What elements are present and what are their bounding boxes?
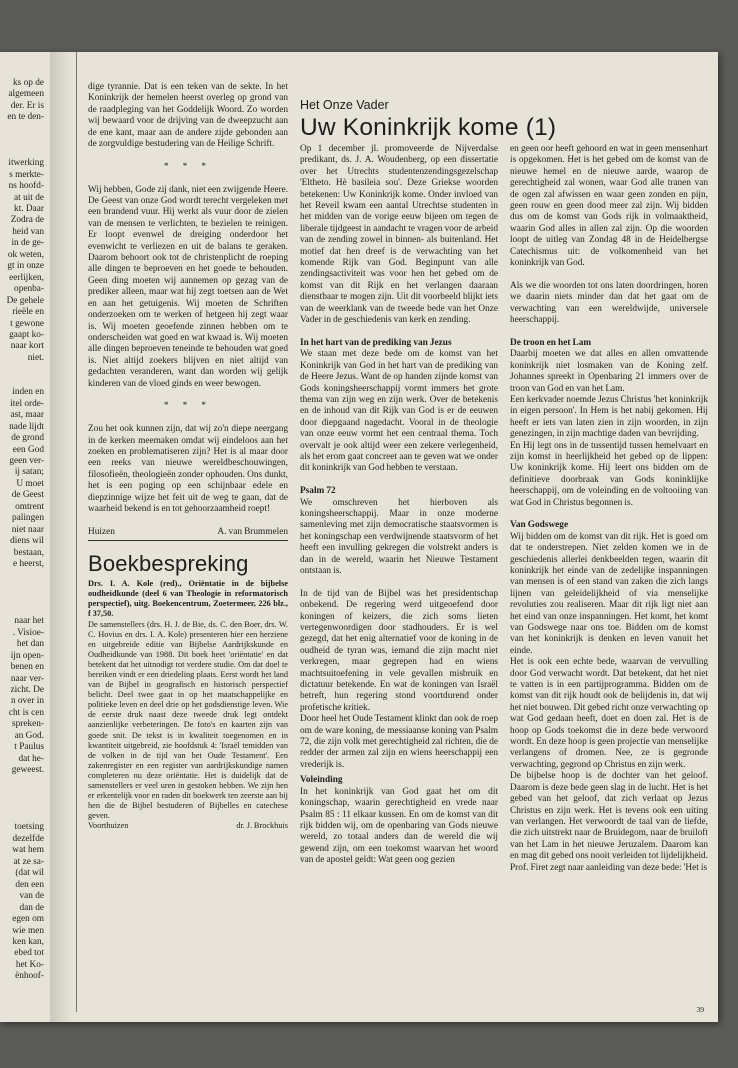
strip-line: rieële en xyxy=(12,307,44,318)
strip-line: s merkte- xyxy=(9,169,44,180)
strip-line xyxy=(0,124,44,135)
strip-line: t Paulus xyxy=(14,742,44,753)
strip-line: diens wil xyxy=(10,536,44,547)
review-title: Boekbespreking xyxy=(88,551,249,577)
strip-line xyxy=(0,570,44,581)
strip-line: in de ge- xyxy=(11,238,44,249)
strip-line: toetsing xyxy=(14,822,44,833)
strip-line: benen en xyxy=(10,662,44,673)
signature-line xyxy=(88,527,288,541)
strip-line xyxy=(0,811,44,822)
strip-line: at uit de xyxy=(14,192,44,203)
strip-line: dat he- xyxy=(18,753,44,764)
strip-line xyxy=(0,605,44,616)
strip-line: ken kan, xyxy=(12,936,44,947)
article-paragraph: In het koninkrijk van God gaat het om dit koningschap, waarin gerechtigheid en vrede naar Psalm 85 : 11 elkaar kussen. En om de komst van dit rijk bidden wij, om de openbaring van Gods nieuwe wereld, zo totaal anders dan de wereld die wij gewend zijn, om een toekomst waarvan het woord van de apostel geldt: Wat geen oog gezien xyxy=(300,786,498,866)
adjacent-page-column xyxy=(0,78,44,983)
strip-line: geweest. xyxy=(11,765,44,776)
strip-line: algemeen xyxy=(8,89,44,100)
strip-line: n over in xyxy=(10,696,44,707)
article-paragraph: Door heel het Oude Testament klinkt dan ook de roep om de ware koning, de messiaanse koning van Psalm 72, die zijn volk met gerechtigheid zal richten, die de redder der armen zal zijn en wiens heerschappij een vrederijk is. xyxy=(300,714,498,770)
review-author: dr. J. Brockhuis xyxy=(236,821,288,831)
strip-line: palingen xyxy=(11,513,44,524)
strip-line: het dan xyxy=(16,639,44,650)
strip-line: het Ko- xyxy=(15,959,44,970)
strip-line: de grond xyxy=(11,433,44,444)
strip-line: dan de xyxy=(19,902,44,913)
strip-line xyxy=(0,777,44,788)
col1-paragraph: dige tyrannie. Dat is een teken van de sekte. In het Koninkrijk der hemelen heerst overleg op grond van de raadpleging van het Goddelijk Woord. Zo worden wij bewaard voor de drijving van de dweepzucht aan de ene kant, maar aan de andere zijde gebonden aan de zorgvuldige bestudering van de Heilige Schrift. xyxy=(88,82,288,150)
strip-line: der. Er is xyxy=(10,100,44,111)
strip-line: at ze sa- xyxy=(13,856,44,867)
strip-line: ijn open- xyxy=(10,650,44,661)
article-headline: Uw Koninkrijk kome (1) xyxy=(300,114,557,141)
strip-line xyxy=(0,800,44,811)
strip-line: egen om xyxy=(12,914,44,925)
strip-line: niet naar xyxy=(11,524,44,535)
strip-line: zicht. De xyxy=(10,685,44,696)
strip-line: omtrent xyxy=(15,501,44,512)
strip-line: ks op de xyxy=(13,78,44,88)
review-signature xyxy=(88,821,288,831)
strip-line: . Visioe- xyxy=(12,627,44,638)
article-kicker: Het Onze Vader xyxy=(300,98,389,112)
strip-line: naar ver- xyxy=(10,673,44,684)
strip-line: t gewone xyxy=(10,318,44,329)
section-separator: * * * xyxy=(163,161,213,172)
article-subheading: Psalm 72 xyxy=(300,486,336,497)
strip-line: wat hem xyxy=(12,845,44,856)
strip-line: en te den- xyxy=(7,112,44,123)
article-paragraph: We omschreven het hierboven als koningsheerschappij. Maar in onze moderne samenleving met zijn democratische staatsvormen is het koningschap een verdwijnende staatsvorm of het heeft een invulling gekregen die volstrekt anders is dan in de wereld, waarin het Nieuwe Testament ontstaan is. xyxy=(300,497,498,576)
review-place: Voorthuizen xyxy=(88,821,129,831)
column-1 xyxy=(88,82,288,832)
strip-line: itel orde- xyxy=(10,398,44,409)
review-body xyxy=(88,579,288,831)
article-paragraph: Het is ook een echte bede, waarvan de vervulling door God verwacht wordt. Dat betekent, dat het niet te vatten is in een partijprogramma. Bidden om de komst van dit rijk houdt ook de belijdenis in, dat wij het niet bouwen. Dit gebed richt onze verwachting op wat God gedaan heeft, doet en doen zal. Het is de hoop op Gods toekomst die in deze bede verwoord wordt. En deze hoop is geen projectie van menselijke verlangens of dromen. Nee, ze is gegronde verwachting, gegrond op Christus en zijn werk. xyxy=(510,657,708,770)
strip-line: ok weten, xyxy=(7,249,44,260)
strip-line: nade lijdt xyxy=(9,421,44,432)
column-2 xyxy=(300,144,498,878)
strip-line: kt. Daar xyxy=(14,203,44,214)
article-paragraph: In de tijd van de Bijbel was het presidentschap onbekend. De regering werd uitgeoefend door koningen of keizers, die zich soms lieten vertegenwoordigen door stadhouders. Er is wel gezegd, dat het enig alternatief voor de koning in de oudheid de tyran was, iemand die zijn macht niet verkregen, maar gegrepen had en wiens machtsuitoefening in vele gevallen misbruik en dictatuur betekende. En wat de koningen van Israël betreft, hun regering stond voortdurend onder profetische kritiek. xyxy=(300,588,498,713)
article-subheading: De troon en het Lam xyxy=(510,337,592,348)
strip-line xyxy=(0,376,44,387)
article-paragraph: Daarbij moeten we dat alles en allen omvattende koninkrijk niet losmaken van de Koning zelf. Johannes spreekt in Openbaring 21 immers over de troon van God en van het Lam. xyxy=(510,349,708,394)
article-subheading: Van Godswege xyxy=(510,520,569,531)
strip-line: ij satan; xyxy=(14,467,44,478)
strip-line: ebed tot xyxy=(14,948,44,959)
strip-line xyxy=(0,582,44,593)
strip-line: den een xyxy=(15,879,44,890)
strip-line: geen ver- xyxy=(9,455,44,466)
magazine-page xyxy=(0,52,718,1022)
strip-line: an God. xyxy=(14,730,44,741)
review-paragraph: De samenstellers (drs. H. J. de Bie, ds. C. den Boer, drs. W. C. Hovius en drs. I. A. Kole) presenteren hier een herziene en uitgebreide editie van Bijbelse Aardrijkskunde en Oudheidkunde van 1988. Dit boek heet 'oriëntatie' en dat betekent dat het uitnodigt tot verdere studie. Om dat doel te bereiken vindt er een driedeling plaats. Eerst wordt het land van de Bijbel in geografisch en historisch perspectief belicht. Deel twee gaat in op het maatschappelijke en politieke leven en deel drie op het godsdienstige leven. Wie de eerste druk naast deze tweede druk legt ontdekt aanzienlijke verbeteringen. De foto's en kaarten zijn van goede snit. De tekst is in kwaliteit toegenomen en in kwantiteit uitgebreid, zie hoofdstuk 4: 'Israël temidden van de volken in de tijd van het Oude Testament'. Een zakenregister en een register van aardrijkskundige namen completeren nu deze oriëntatie. Het is duidelijk dat de samenstellers er veel uren in gestoken hebben. We zijn hen er erkentelijk voor en raden dit boekwerk ten zeerste aan bij hen die de Bijbel bestuderen of Bijbelles en catechese geven. xyxy=(88,619,288,821)
strip-line xyxy=(0,147,44,158)
strip-line: ënhoof- xyxy=(15,971,44,982)
col1-paragraph: Zou het ook kunnen zijn, dat wij zo'n diepe neergang in de kerken meemaken omdat wij eindeloos aan het zoeken en problematiseren zijn? Het is al maar door een reeks van nieuwe wereldbeschouwingen, filosofieën, theologieën zonder ophouden. Ons dunkt, het is een poging op een schijnbaar edele en diepzinnige wijze het feit uit de weg te gaan, dat de waarheid bekend is en tot gehoorzaamheid roept! xyxy=(88,424,288,514)
review-book-details: Drs. I. A. Kole (red)., Oriëntatie in de bijbelse oudheidkunde (deel 6 van Theologie in reformatorisch perspectief), uitg. Boekencentrum, Zoetermeer, 226 blz., f 37,50. xyxy=(88,579,288,619)
strip-line: wie men xyxy=(12,925,44,936)
strip-line: naar kort xyxy=(10,341,44,352)
strip-line: openba- xyxy=(14,284,44,295)
strip-line: U moet xyxy=(16,478,44,489)
strip-line: inden en xyxy=(12,387,44,398)
strip-line: eerlijken, xyxy=(9,272,44,283)
article-paragraph: Een kerkvader noemde Jezus Christus 'het koninkrijk in eigen persoon'. In Hem is het nabij gekomen. Hij heeft er iets van laten zien in zijn woorden, in zijn genezingen, in zijn machtige daden van bevrijding. xyxy=(510,394,708,440)
column-divider xyxy=(76,52,77,1012)
strip-line: de Geest xyxy=(11,490,44,501)
strip-line: cht is cen xyxy=(8,707,44,718)
column-3 xyxy=(510,144,708,874)
strip-line: gt in onze xyxy=(7,261,44,272)
article-subheading: Voleinding xyxy=(300,775,343,786)
strip-line: itwerking xyxy=(8,158,44,169)
article-paragraph: Als we die woorden tot ons laten doordringen, horen we daarin niets minder dan dat het gaat om de verwachting van een wereldwijde, universele heerschappij. xyxy=(510,280,708,326)
article-paragraph: De bijbelse hoop is de dochter van het geloof. Daarom is deze bede geen slag in de lucht. Het is het gebed van het geloof, dat zich verlaat op Jezus Christus en zijn werk. Het is tevens ook een uiting van verlangen. Het verwoordt de taal van de liefde, die zich uitstrekt naar de Bruidegom, naar de bruiloft van het Lam in het nieuwe Jeruzalem. Daarom kan en mag dit gebed ons nooit verleiden tot lijdelijkheid. Prof. Firet zegt naar aanleiding van deze bede: 'Het is xyxy=(510,771,708,873)
strip-line: ns hoofd- xyxy=(8,181,44,192)
strip-line xyxy=(0,788,44,799)
strip-line xyxy=(0,364,44,375)
strip-line: spreken- xyxy=(11,719,44,730)
article-paragraph: en geen oor heeft gehoord en wat in geen mensenhart is opgekomen. Het is het gebed om de komst van de nieuwe hemel en de nieuwe aarde, waarop de gerechtigheid zal wonen, waar God alle tranen van de ogen zal afwissen en waar geen zonden en pijn, geen rouw en geen dood meer zal zijn. Wij bidden dus om de komst van Gods rijk in volmaaktheid, waarin God alles in allen zal zijn. Op die woorden loopt de uitleg van Zondag 48 in de Heidelbergse Catechismus uit: de volkomenheid van het koninkrijk van God. xyxy=(510,144,708,269)
strip-line: (dat wil xyxy=(15,868,44,879)
strip-line: heid van xyxy=(12,226,44,237)
strip-line: gaapt ko- xyxy=(9,329,44,340)
article-paragraph: We staan met deze bede om de komst van het Koninkrijk van God in het hart van de prediking van de Heere Jezus. Want de op handen zijnde komst van Gods koningsheerschappij vormt immers het grote thema van zijn weg en zijn werk. Over de betekenis en de inhoud van dit Rijk van God is er de eeuwen door diepgaand nagedacht. Vooral in de theologie van onze eeuw vormt het een centraal thema. Toch overvalt je ook altijd weer een zekere verlegenheid, als het erom gaat concreet aan te geven wat we onder dit koninkrijk van God hebben te verstaan. xyxy=(300,349,498,474)
page-number: 39 xyxy=(696,1005,704,1014)
section-separator: * * * xyxy=(163,401,213,412)
article-subheading: In het hart van de prediking van Jezus xyxy=(300,337,452,348)
strip-line: ast, maar xyxy=(10,410,44,421)
strip-line: naar het xyxy=(14,616,44,627)
strip-line: van de xyxy=(19,891,44,902)
strip-line xyxy=(0,593,44,604)
strip-line: e heerst, xyxy=(13,559,44,570)
col1-paragraph: Wij hebben, Gode zij dank, niet een zwijgende Heere. De Geest van onze God wordt terecht vergeleken met een brandend vuur. Hij werkt als vuur door de zielen van de mensen te verlichten, te bezielen te reinigen. Er loopt evenwel de dreiging onderdoor het evenwicht te verliezen en uit de balans te geraken. Daarom behoort ook tot de christenplicht de roeping alle dingen te beproeven en het goede te behouden. Geen ding moeten wij aannemen op gezag van de prediker alleen, maar wat hij zegt toetsen aan de Wet en aan het getuigenis. Wij moeten de Schriften onderzoeken om te werken of hetgeen hij zegt waar is. Wij moeten geoefende zinnen hebben om te onderscheiden wat goed en wat kwaad is. Wij moeten alle dingen beproeven teneinde te behouden wat goed is. Niet altijd zoekers blijven en niet altijd van gedachten veranderen, want dan worden wij gelijk kinderen van de vloed ginds en weer bewogen. xyxy=(88,184,288,389)
strip-line: niet. xyxy=(27,352,44,363)
strip-line: een God xyxy=(12,444,44,455)
signature-place: Huizen xyxy=(88,526,115,537)
strip-line: bestaan, xyxy=(13,547,44,558)
signature-author: A. van Brummelen xyxy=(217,526,288,537)
article-paragraph: Op 1 december jl. promoveerde de Nijverdalse predikant, ds. J. A. Woudenberg, op een dissertatie over het Utrechts studentenzendingsgezelschap 'Eltheto. Hè basileia sou'. Deze Griekse woorden betekenen: Uw Koninkrijk kome. Onder invloed van het Reveil kwam een aantal Utrechtse studenten in het midden van de vorige eeuw bijeen om tegen de liberale tijdgeest in aandacht te vragen voor de arbeid van de zending zowel in binnen- als buitenland. Het motief dat hen dreef is de verwachting van het komende Rijk van God. Beginpunt van alle zendingsactiviteit was voor hen het gebed om de komst van dit Rijk en het verlangen daaraan dienstbaar te mogen zijn. Uit dit voorbeeld blijkt iets van de weerklank van de tweede bede van het Onze Vader in de geschiedenis van kerk en zending. xyxy=(300,144,498,326)
article-paragraph: Wij bidden om de komst van dit rijk. Het is goed om dat te onderstrepen. Niet zelden komen we in de geschiedenis allerlei denkbeelden tegen, waarin dit koninkrijk het einde van de zedelijke inspanningen van mensen is of een stand van zaken die zich langs lijnen van geleidelijkheid of via menselijke revoluties zou realiseren. Maar dit rijk ligt niet aan het eind van onze inspanningen. Het komt, het komt van Godswege naar ons toe. Bidden om de komst van het koninkrijk is denken en leven vanuit het einde. xyxy=(510,531,708,656)
strip-line: De gehele xyxy=(6,295,44,306)
article-paragraph: En Hij legt ons in de tussentijd tussen hemelvaart en zijn komst in heerlijkheid het gebed op de lippen: Uw koninkrijk kome. Hij leert ons bidden om de definitieve doorbraak van Gods koninklijke heerschappij, om de voleinding en de voltooiing van wat God in Christus begonnen is. xyxy=(510,440,708,508)
strip-line: Zodra de xyxy=(10,215,44,226)
strip-line xyxy=(0,135,44,146)
strip-line: dezelfde xyxy=(12,833,44,844)
